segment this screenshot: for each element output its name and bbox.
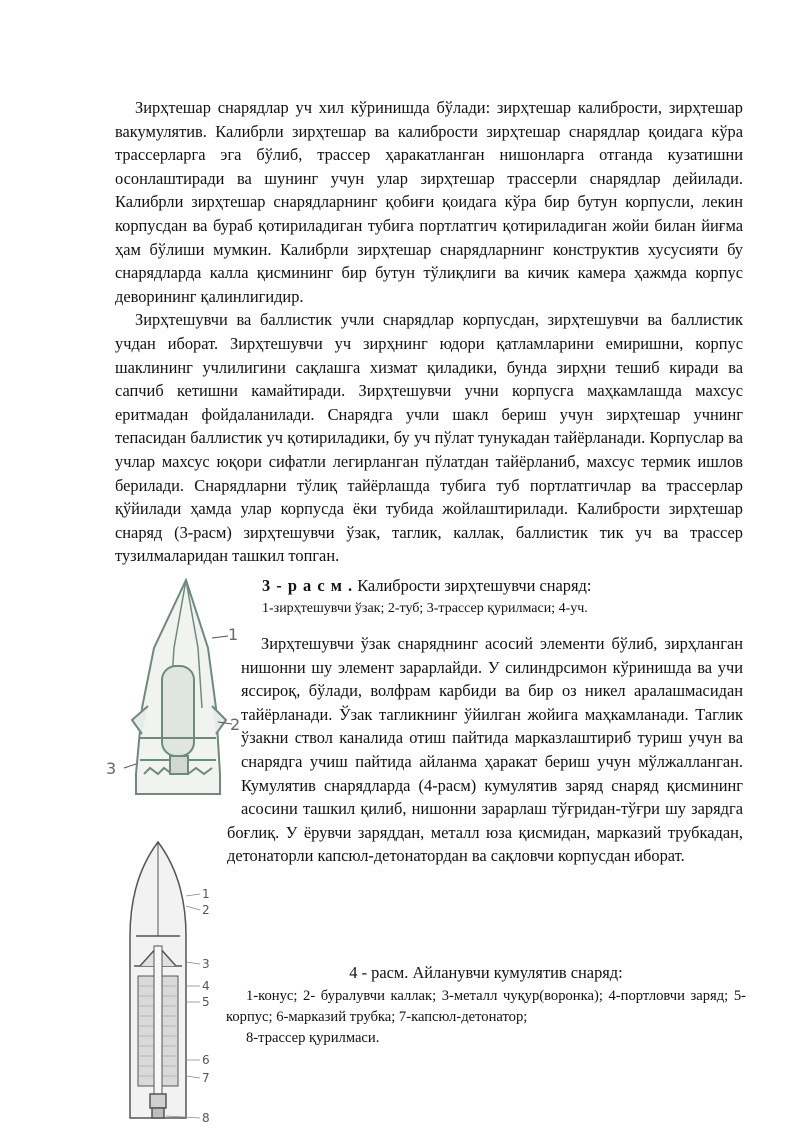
- paragraph-1: Зирҳтешар снарядлар уч хил кўринишда бўлади: зирҳтешар калиброcти, зирҳтешар вакумулятив. Калибрли зирҳтешар ва калиброcти зирҳтешар снарядлар қоидага кўра трассерларга эга бўлиб, трассер ҳаракатланган нишонларга отганда кузатишни осонлаштиради ва шунинг учун улар зирҳтешар трассерли снарядлар дейилади. Калибрли зирҳтешар снарядларнинг қобиғи қоидага кўра бир бутун корпусли, лекин корпусдан ва бураб қотириладиган тубига портлатгич қотириладиган жойи билан йиғма ҳам бўлиши мумкин. Калибрли зирҳтешар снарядларнинг конструктив хусусияти бу снарядларда калла қисмининг бир бутун тўлиқлиги ва кичик камера ҳажмда корпус деворининг қалинлигидир.: [115, 98, 743, 306]
- figure-4-projectile-drawing: [120, 836, 220, 1126]
- figure-3-label-2: 2: [230, 715, 241, 734]
- figure-4-label-2: 2: [202, 903, 210, 917]
- figure-3-label-3: 3: [106, 759, 117, 778]
- figure-4-caption-title: 4 - расм. Айланувчи кумулятив снаряд:: [349, 963, 623, 982]
- figure-3-legend: 1-зирҳтешувчи ўзак; 2-туб; 3-трассер қурилмаси; 4-уч.: [262, 601, 588, 616]
- figure-4-label-3: 3: [202, 957, 210, 971]
- figure-3-caption-text: Калиброcти зирҳтешувчи снаряд:: [357, 576, 592, 595]
- figure-4-legend-line-2: 8-трассер қурилмаси.: [246, 1030, 380, 1046]
- figure-4-label-7: 7: [202, 1071, 210, 1085]
- figure-4-label-4: 4: [202, 979, 210, 993]
- figure-3-label-1: 1: [228, 625, 239, 644]
- paragraph-3: Зирҳтешувчи ўзак снаряднинг асосий элементи бўлиб, зирҳланган нишонни шу элемент зарарлайди. У силиндрсимон кўринишда ва учи яссироқ, бўлади, волфрам карбиди ва бир оз никел аралашмасидан тайёрланади. Ўзак тагликнинг ўйилган жойига маҳкамланади. Таглик ўзакни ствол каналида отиш пайтида марказлаштириб туриш учун ва снарядга учиш пайтида айланма ҳаракат бериш учун мўлжалланган. Кумулятив снарядларда (4-расм) кумулятив заряд снаряд қисмининг асосини ташкил қилиб, нишонни зарарлаш тўғридан-тўғри шу зарядга боғлиқ. У ёрувчи заряддан, металл юза қисмидан, марказий трубкадан, детонаторли капсюл-детонатордан ва сақловчи корпусдан иборат.: [227, 634, 743, 866]
- figure-4-label-1: 1: [202, 887, 210, 901]
- figure-4-label-6: 6: [202, 1053, 210, 1067]
- figure-4-legend-line-1: 1-конус; 2- буралувчи каллак; 3-металл чуқур(воронка); 4-портловчи заряд; 5-корпус; 6-марказий трубка; 7-капсюл-детонатор;: [226, 988, 746, 1025]
- figure-3-projectile-drawing: [100, 578, 242, 800]
- figure-3-caption-title: 3 - р а с м .: [262, 576, 354, 595]
- body-text-top: [115, 96, 743, 568]
- figure-4-caption: [226, 962, 746, 1049]
- figure-4-label-8: 8: [202, 1111, 210, 1125]
- figure-3-caption: [262, 575, 742, 619]
- paragraph-2: Зирҳтешувчи ва баллистик учли снарядлар корпусдан, зирҳтешувчи ва баллистик учдан иборат. Зирҳтешувчи уч зирҳнинг юдори қатламларини емиришни, корпус шаклининг учлилигини сақлашга хизмат қиладики, бунда зирҳни тешиб киради ва сапчиб кетишни камайтиради. Зирҳтешувчи учни корпусга маҳкамлашда махсус еритмадан фойдаланилади. Снарядга учли шакл бериш учун зирҳтешар учнинг тепасидан баллистик уч қотириладики, бу уч пўлат тунукадан тайёрланади. Корпуслар ва учлар махсус юқори сифатли легирланган пўлатдан тайёрланиб, махсус термик ишлов берилади. Снарядларни тўлиқ тайёрлашда тубига туб портлатгичлар ва трассерлар қўйилади ҳамда улар корпусда ёки тубида жойлаштирилади. Калиброcти зирҳтешар снаряд (3-расм) зирҳтешувчи ўзак, таглик, каллак, баллистик тик уч ва трассер тузилмаларидан ташкил топган.: [115, 310, 743, 566]
- figure-4-label-5: 5: [202, 995, 210, 1009]
